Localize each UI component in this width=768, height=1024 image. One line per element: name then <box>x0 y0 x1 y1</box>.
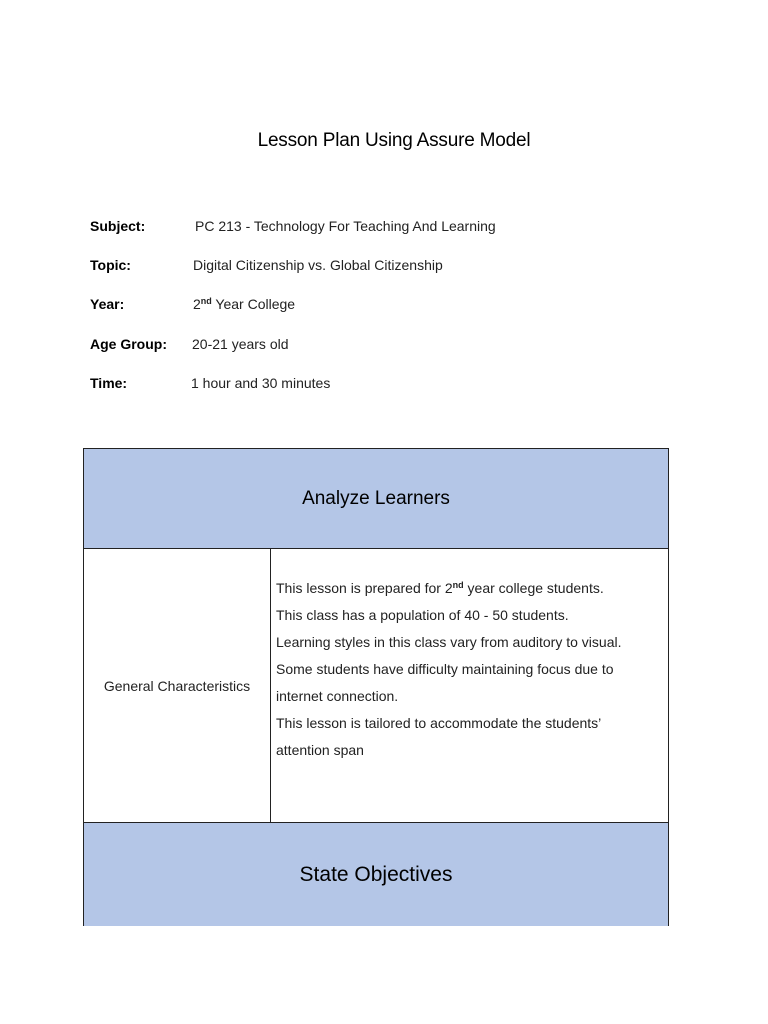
year-value <box>193 293 295 315</box>
analyze-learners-header <box>84 449 668 549</box>
state-objectives-header <box>84 822 668 926</box>
year-label: Year: <box>90 296 125 312</box>
ordinal-suffix: nd <box>452 580 464 590</box>
characteristic-line: Learning styles in this class vary from auditory to visual. <box>276 634 622 650</box>
year-rest: Year College <box>211 296 296 312</box>
time-value: 1 hour and 30 minutes <box>191 375 331 391</box>
characteristic-line <box>276 577 666 604</box>
general-characteristics-label-cell <box>84 549 271 822</box>
characteristic-line: internet connection. <box>276 688 399 704</box>
subject-value: PC 213 - Technology For Teaching And Learning <box>195 218 496 234</box>
characteristic-line: This class has a population of 40 - 50 students. <box>276 607 569 623</box>
year-number: 2 <box>193 296 201 312</box>
age-group-value: 20-21 years old <box>192 336 289 352</box>
lesson-plan-table <box>83 448 669 926</box>
time-label: Time: <box>90 375 128 391</box>
general-characteristics-label: General Characteristics <box>103 677 251 694</box>
document-title: Lesson Plan Using Assure Model <box>257 130 531 151</box>
state-objectives-title: State Objectives <box>299 862 453 886</box>
age-group-label: Age Group: <box>90 336 167 352</box>
line-text: year college students. <box>463 580 604 596</box>
characteristic-line: Some students have difficulty maintaining focus due to <box>276 661 614 677</box>
subject-label: Subject: <box>90 218 146 234</box>
year-ordinal-suffix: nd <box>200 296 212 306</box>
general-characteristics-row <box>84 549 668 822</box>
characteristic-line: This lesson is tailored to accommodate the students’ <box>276 715 602 731</box>
line-text: This lesson is prepared for 2 <box>276 580 453 596</box>
topic-label: Topic: <box>90 257 131 273</box>
analyze-learners-title: Analyze Learners <box>302 487 450 509</box>
topic-value: Digital Citizenship vs. Global Citizenship <box>193 257 443 273</box>
characteristic-line: attention span <box>276 742 364 758</box>
general-characteristics-content <box>276 577 666 766</box>
